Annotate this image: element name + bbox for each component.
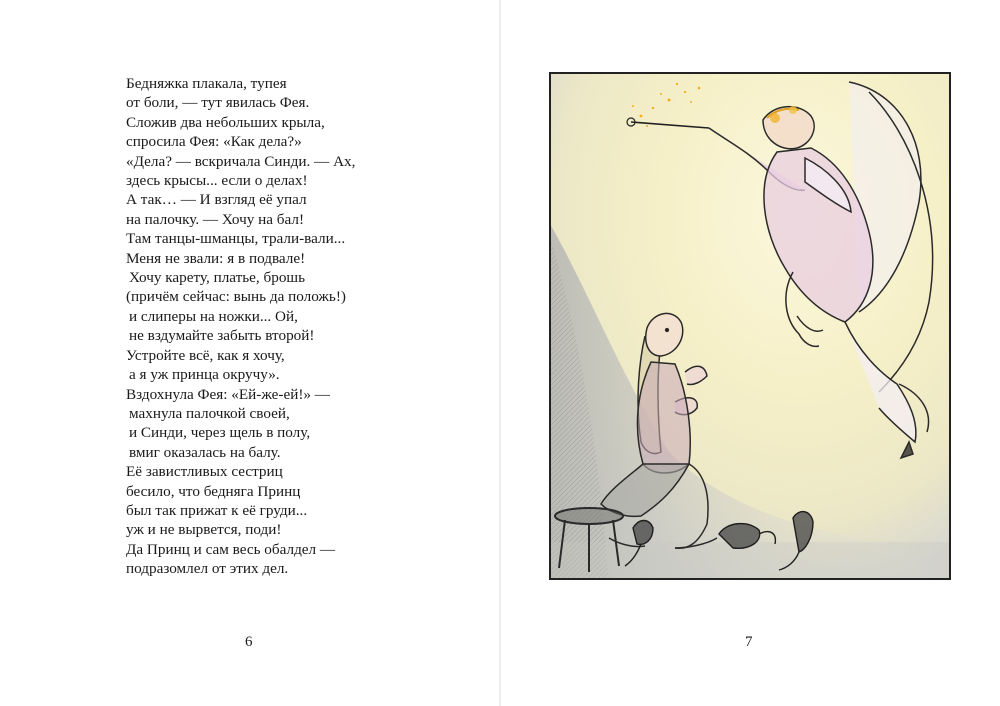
page-number-right: 7 (745, 634, 753, 650)
poem-line: Устройте всё, как я хочу, (126, 346, 285, 364)
page-number-left: 6 (245, 634, 253, 650)
poem-line: не вздумайте забыть второй! (129, 327, 315, 345)
poem-line: вмиг оказалась на балу. (129, 443, 281, 461)
poem-line: здесь крысы... если о делах! (126, 172, 308, 190)
poem-line: Хочу карету, платье, брошь (129, 269, 306, 287)
poem-line: был так прижат к её груди... (126, 501, 308, 519)
poem-line: махнула палочкой своей, (129, 404, 290, 422)
poem-line: от боли, — тут явилась Фея. (126, 94, 310, 112)
poem-line: Её завистливых сестриц (126, 463, 283, 481)
poem-line: Да Принц и сам весь обалдел — (126, 540, 336, 558)
poem-text (126, 74, 456, 579)
poem-line: Меня не звали: я в подвале! (126, 249, 306, 267)
page-gutter (499, 0, 501, 706)
poem-line: на палочку. — Хочу на бал! (126, 210, 305, 228)
poem-line: бесило, что бедняга Принц (126, 482, 301, 500)
poem-line: а я уж принца окручу». (129, 366, 280, 384)
poem-line: уж и не вырвется, поди! (126, 521, 282, 539)
poem-line: Там танцы-шманцы, трали-вали... (126, 230, 346, 248)
poem-line: «Дела? — вскричала Синди. — Ах, (126, 152, 356, 170)
poem-line: Бедняжка плакала, тупея (126, 75, 287, 92)
poem-line: Вздохнула Фея: «Ей-же-ей!» — (126, 385, 330, 403)
poem-line: и Синди, через щель в полу, (129, 424, 311, 442)
poem-line: (причём сейчас: вынь да положь!) (126, 288, 346, 306)
poem-line: А так… — И взгляд её упал (126, 191, 307, 209)
poem-line: спросила Фея: «Как дела?» (126, 133, 302, 151)
illustration-fairy-and-cinderella (549, 72, 951, 580)
poem-line: и слиперы на ножки... Ой, (129, 307, 298, 325)
poem-line: подразомлел от этих дел. (126, 560, 289, 578)
poem-line: Сложив два небольших крыла, (126, 113, 325, 131)
